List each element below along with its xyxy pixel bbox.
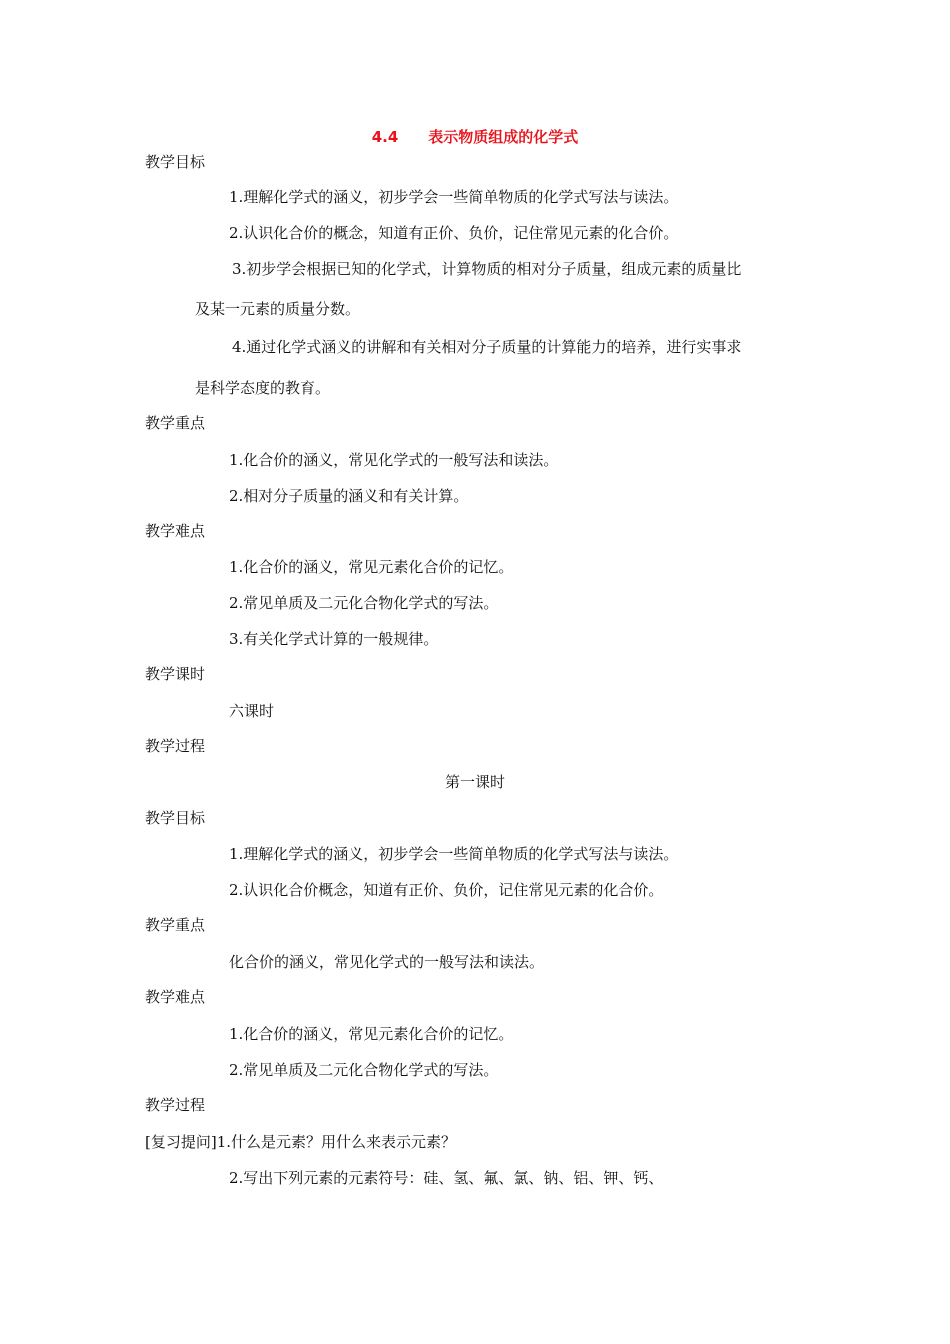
difficult-point-3: 3.有关化学式计算的一般规律。	[229, 630, 439, 648]
lesson-goal-1: 1.理解化学式的涵义，初步学会一些简单物质的化学式写法与读法。	[229, 845, 679, 863]
goal-item-3-continued: 及某一元素的质量分数。	[195, 300, 361, 318]
lesson-difficult-point-2: 2.常见单质及二元化合物化学式的写法。	[229, 1061, 499, 1079]
class-hours-value: 六课时	[229, 702, 275, 720]
lesson-goals-heading: 教学目标	[145, 809, 206, 827]
lesson-key-heading: 教学重点	[145, 916, 206, 934]
goal-item-1: 1.理解化学式的涵义，初步学会一些简单物质的化学式写法与读法。	[229, 188, 679, 206]
difficult-points-heading: 教学难点	[145, 522, 206, 540]
goal-item-2: 2.认识化合价的概念，知道有正价、负价，记住常见元素的化合价。	[229, 224, 679, 242]
lesson-key-point: 化合价的涵义，常见化学式的一般写法和读法。	[229, 953, 545, 971]
class-hours-heading: 教学课时	[145, 665, 206, 683]
review-question-1: [复习提问]1.什么是元素？用什么来表示元素？	[145, 1133, 457, 1151]
goals-heading: 教学目标	[145, 153, 206, 171]
lesson-goal-2: 2.认识化合价概念，知道有正价、负价，记住常见元素的化合价。	[229, 881, 664, 899]
difficult-point-2: 2.常见单质及二元化合物化学式的写法。	[229, 594, 499, 612]
lesson-difficult-point-1: 1.化合价的涵义，常见元素化合价的记忆。	[229, 1025, 514, 1043]
review-question-2: 2.写出下列元素的元素符号：硅、氢、氟、氯、钠、铝、钾、钙、	[229, 1169, 664, 1187]
process-heading: 教学过程	[145, 737, 206, 755]
lesson-process-heading: 教学过程	[145, 1096, 206, 1114]
document-title: 4.4 表示物质组成的化学式	[371, 128, 579, 146]
difficult-point-1: 1.化合价的涵义，常见元素化合价的记忆。	[229, 558, 514, 576]
key-point-2: 2.相对分子质量的涵义和有关计算。	[229, 487, 469, 505]
goal-item-4-continued: 是科学态度的教育。	[195, 379, 331, 397]
key-point-1: 1.化合价的涵义，常见化学式的一般写法和读法。	[229, 451, 559, 469]
lesson-title: 第一课时	[444, 773, 505, 791]
lesson-difficult-heading: 教学难点	[145, 988, 206, 1006]
goal-item-3: 3.初步学会根据已知的化学式，计算物质的相对分子质量，组成元素的质量比	[232, 260, 742, 278]
key-points-heading: 教学重点	[145, 414, 206, 432]
goal-item-4: 4.通过化学式涵义的讲解和有关相对分子质量的计算能力的培养，进行实事求	[232, 338, 742, 356]
